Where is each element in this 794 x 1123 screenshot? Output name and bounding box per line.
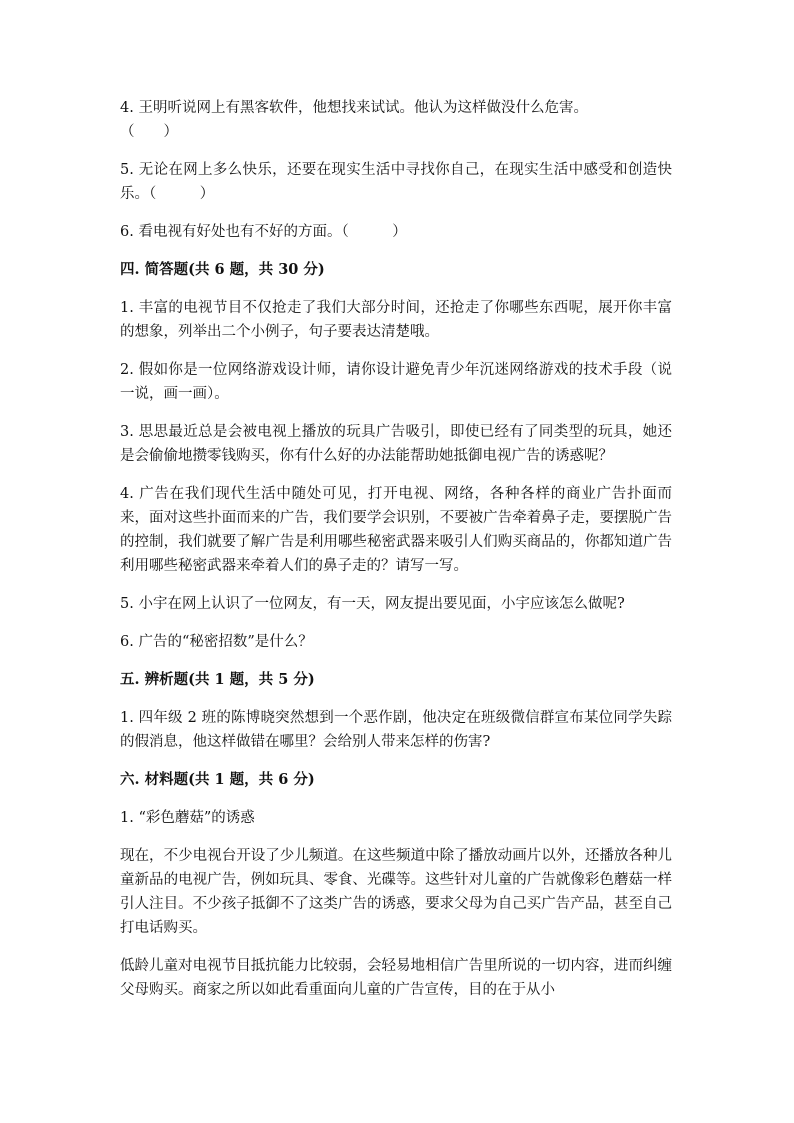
short-answer-q5: 5. 小宇在网上认识了一位网友，有一天，网友提出要见面，小宇应该怎么做呢? — [120, 596, 625, 612]
short-answer-q6: 6. 广告的“秘密招数”是什么？ — [120, 634, 313, 650]
section6-heading: 六. 材料题(共 1 题，共 6 分) — [120, 771, 315, 788]
judgment-q4-answer-blank: （ ） — [120, 124, 178, 140]
short-answer-q1: 1. 丰富的电视节目不仅抢走了我们大部分时间，还抢走了你哪些东西呢，展开你丰富的想象，列举出二个小例子，句子要表达清楚哦。 — [120, 300, 672, 340]
material-paragraph-1: 现在，不少电视台开设了少儿频道。在这些频道中除了播放动画片以外，还播放各种儿童新品的电视广告，例如玩具、零食、光碟等。这些针对儿童的广告就像彩色蘑菇一样引人注目。不少孩子抵御不了这类广告的诱惑，要求父母为自己买广告产品，甚至自己打电话购买。 — [120, 848, 672, 936]
section4-heading: 四. 简答题(共 6 题，共 30 分) — [120, 261, 325, 278]
short-answer-q4: 4. 广告在我们现代生活中随处可见，打开电视、网络，各种各样的商业广告扑面而来，面对这些扑面而来的广告，我们要学会识别，不要被广告牵着鼻子走，要摆脱广告的控制，我们就要了解广告是利用哪些秘密武器来吸引人们购买商品的，你都知道广告利用哪些秘密武器来牵着人们的鼻子走的？请写一写。 — [120, 486, 672, 574]
short-answer-q3: 3. 思思最近总是会被电视上播放的玩具广告吸引，即使已经有了同类型的玩具，她还是会偷偷地攒零钱购买，你有什么好的办法能帮助她抵御电视广告的诱惑呢？ — [120, 424, 672, 464]
judgment-q4: 4. 王明听说网上有黑客软件，他想找来试试。他认为这样做没什么危害。 — [120, 100, 588, 116]
judgment-q6: 6. 看电视有好处也有不好的方面。（ ） — [120, 224, 407, 240]
judgment-q5: 5. 无论在网上多么快乐，还要在现实生活中寻找你自己，在现实生活中感受和创造快乐。（ ） — [120, 162, 672, 202]
exam-page — [120, 96, 672, 1002]
material-q1-title: 1. “彩色蘑菇”的诱惑 — [120, 810, 255, 826]
material-paragraph-2: 低龄儿童对电视节目抵抗能力比较弱，会轻易地相信广告里所说的一切内容，进而纠缠父母购买。商家之所以如此看重面向儿童的广告宣传，目的在于从小 — [120, 958, 672, 998]
section5-heading: 五. 辨析题(共 1 题，共 5 分) — [120, 671, 315, 688]
short-answer-q2: 2. 假如你是一位网络游戏设计师，请你设计避免青少年沉迷网络游戏的技术手段（说一说，画一画）。 — [120, 362, 672, 402]
analysis-q1: 1. 四年级 2 班的陈博晓突然想到一个恶作剧，他决定在班级微信群宣布某位同学失踪的假消息，他这样做错在哪里？会给别人带来怎样的伤害? — [120, 710, 672, 750]
